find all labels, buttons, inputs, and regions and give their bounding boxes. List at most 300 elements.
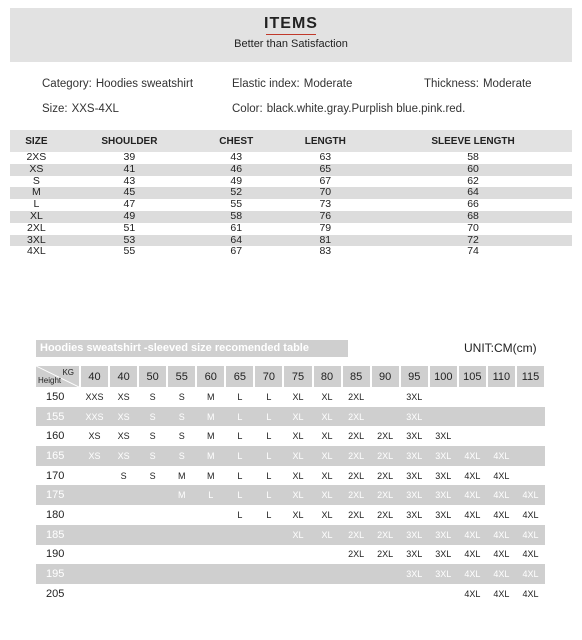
category-info (42, 78, 193, 90)
category-label: Category: (42, 78, 92, 90)
size-cell: 2XL (371, 485, 400, 505)
category-value: Hoodies sweatshirt (95, 78, 194, 90)
size-cell: 3XL (435, 509, 452, 520)
size-cell: 2XL (371, 525, 400, 545)
weight-header: 40 (80, 366, 109, 387)
table-row (36, 446, 545, 466)
table-cell: 43 (123, 174, 136, 187)
size-cell: 2XL (342, 525, 371, 545)
size-cell (516, 466, 545, 486)
height-cell: 165 (36, 446, 80, 466)
size-cell (487, 407, 516, 427)
table-cell: 67 (319, 174, 332, 187)
table-cell: 61 (230, 221, 243, 234)
size-cell: L (266, 391, 272, 402)
size-cell: S (149, 431, 156, 442)
height-cell: 205 (46, 587, 65, 600)
table-row (10, 246, 572, 258)
size-cell: XL (292, 470, 304, 481)
table-row (36, 466, 545, 486)
weight-header: 40 (109, 366, 138, 387)
table-row (10, 223, 572, 235)
size-cell: 3XL (400, 485, 429, 505)
size-chart-body (10, 152, 572, 258)
table-cell: 47 (123, 198, 136, 211)
weight-header: 110 (487, 366, 516, 387)
size-cell (196, 584, 225, 604)
size-cell: M (207, 431, 215, 442)
table-cell: 65 (277, 164, 375, 176)
size-cell: 3XL (400, 564, 429, 584)
table-cell: 41 (63, 164, 196, 176)
size-cell (371, 407, 400, 427)
table-cell: 64 (374, 187, 572, 199)
thickness-value: Moderate (482, 78, 532, 90)
table-cell: 49 (63, 211, 196, 223)
size-cell (371, 387, 400, 407)
size-cell: XL (313, 446, 342, 466)
size-cell: 3XL (406, 470, 423, 481)
weight-header: 85 (342, 366, 371, 387)
table-cell: 49 (230, 174, 243, 187)
table-cell: 51 (123, 221, 136, 234)
size-cell: 2XL (348, 431, 365, 442)
table-cell: 66 (467, 198, 479, 211)
table-row (36, 564, 545, 584)
size-cell (342, 564, 371, 584)
size-cell: L (237, 391, 243, 402)
size-cell: M (196, 446, 225, 466)
size-cell: 3XL (406, 431, 423, 442)
table-cell: 72 (374, 235, 572, 247)
table-cell: 39 (123, 151, 136, 163)
table-cell: 45 (63, 187, 196, 199)
size-cell (458, 387, 487, 407)
size-cell: XS (117, 391, 130, 402)
weight-header: 100 (429, 366, 458, 387)
table-cell: 68 (374, 211, 572, 223)
size-cell: 2XL (377, 431, 394, 442)
size-cell: L (266, 470, 272, 481)
table-cell: 79 (319, 221, 332, 234)
table-row (36, 407, 545, 427)
table-cell: 62 (467, 174, 479, 187)
size-cell: L (237, 470, 243, 481)
color-value: black.white.gray.Purplish blue.pink.red. (266, 103, 466, 115)
size-cell: L (225, 485, 254, 505)
weight-header: 50 (138, 366, 167, 387)
size-cell: 3XL (400, 407, 429, 427)
recommendation-title: Hoodies sweatshirt -sleeved size recomended table (36, 340, 348, 357)
size-cell: 2XL (342, 485, 371, 505)
height-cell: 180 (46, 508, 65, 521)
size-cell: L (266, 431, 272, 442)
size-cell (429, 407, 458, 427)
size-cell: 4XL (458, 446, 487, 466)
table-row (10, 164, 572, 176)
height-cell: 155 (36, 407, 80, 427)
table-cell: 55 (230, 198, 243, 211)
size-cell: S (138, 407, 167, 427)
size-cell (80, 485, 109, 505)
header-banner (10, 8, 572, 62)
size-cell: XL (283, 407, 312, 427)
size-cell (80, 505, 109, 525)
size-cell (138, 525, 167, 545)
recommendation-body (36, 387, 545, 604)
size-chart-header: SHOULDER (63, 130, 196, 152)
size-cell: 4XL (458, 525, 487, 545)
table-row (36, 505, 545, 525)
color-label: Color: (232, 103, 263, 115)
size-cell (342, 584, 371, 604)
size-cell (516, 446, 545, 466)
table-cell: XS (10, 164, 63, 176)
size-cell: 3XL (400, 446, 429, 466)
unit-label: UNIT:CM(cm) (464, 341, 537, 355)
size-cell (283, 584, 312, 604)
table-cell: 81 (277, 235, 375, 247)
size-cell (167, 584, 196, 604)
size-cell: S (149, 470, 156, 481)
size-cell: S (120, 470, 127, 481)
size-cell: XL (292, 391, 304, 402)
color-info (232, 103, 465, 115)
size-cell: S (178, 391, 185, 402)
table-cell: 55 (123, 245, 136, 258)
size-cell: XS (109, 407, 138, 427)
table-row (36, 387, 545, 407)
page-title: ITEMS (264, 15, 318, 32)
size-label: Size: (42, 103, 68, 115)
size-cell: 4XL (458, 485, 487, 505)
size-cell: 4XL (464, 509, 481, 520)
size-cell: XL (313, 525, 342, 545)
size-cell: 2XL (348, 509, 365, 520)
size-cell: 4XL (487, 564, 516, 584)
size-cell: XL (283, 485, 312, 505)
size-cell: 4XL (458, 564, 487, 584)
size-cell (109, 525, 138, 545)
height-cell: 195 (36, 564, 80, 584)
size-cell: 3XL (400, 525, 429, 545)
size-cell (371, 584, 400, 604)
size-cell: M (207, 470, 215, 481)
size-cell (516, 407, 545, 427)
size-cell: 2XL (348, 391, 365, 402)
size-cell (80, 525, 109, 545)
size-cell (109, 485, 138, 505)
size-cell: 4XL (493, 588, 510, 599)
height-cell: 150 (46, 390, 65, 403)
size-cell: XL (292, 509, 304, 520)
size-cell: L (225, 407, 254, 427)
size-cell (138, 545, 167, 565)
size-cell: 4XL (464, 470, 481, 481)
size-cell (138, 584, 167, 604)
size-cell: XL (283, 525, 312, 545)
table-cell: 70 (467, 221, 479, 234)
size-cell: XS (109, 446, 138, 466)
size-cell (138, 564, 167, 584)
size-cell (225, 545, 254, 565)
size-cell (254, 545, 283, 565)
table-cell: 73 (319, 198, 332, 211)
table-cell: XL (10, 211, 63, 223)
table-cell: 58 (196, 211, 276, 223)
size-chart-table (10, 130, 572, 258)
size-cell: XS (80, 446, 109, 466)
size-cell (167, 505, 196, 525)
size-recommendation-table (36, 366, 546, 604)
size-cell (429, 387, 458, 407)
table-row (36, 525, 545, 545)
table-cell: 70 (277, 187, 375, 199)
height-cell: 175 (36, 485, 80, 505)
size-cell: S (167, 407, 196, 427)
size-chart-header: SIZE (10, 130, 63, 152)
size-cell: XL (292, 431, 304, 442)
size-cell: 3XL (406, 509, 423, 520)
corner-cell (36, 366, 80, 387)
size-cell: L (266, 509, 272, 520)
weight-header: 80 (313, 366, 342, 387)
height-cell: 185 (36, 525, 80, 545)
size-cell: M (177, 470, 186, 481)
size-cell (109, 505, 138, 525)
size-cell: 2XL (342, 446, 371, 466)
size-cell (400, 584, 429, 604)
size-chart-header: SLEEVE LENGTH (374, 130, 572, 152)
table-cell: 46 (196, 164, 276, 176)
size-cell: S (149, 391, 156, 402)
table-row (10, 235, 572, 247)
size-cell: L (254, 485, 283, 505)
table-cell: 3XL (10, 235, 63, 247)
size-cell: 4XL (487, 525, 516, 545)
size-cell: 4XL (464, 549, 481, 560)
size-cell: XL (313, 407, 342, 427)
size-cell: 2XL (348, 549, 365, 560)
size-cell: S (178, 431, 185, 442)
weight-header: 60 (196, 366, 225, 387)
size-cell (225, 525, 254, 545)
weight-header: 105 (458, 366, 487, 387)
size-cell (196, 525, 225, 545)
size-cell (196, 564, 225, 584)
weight-header: 70 (254, 366, 283, 387)
size-cell: 4XL (516, 564, 545, 584)
size-cell: XL (321, 391, 333, 402)
size-cell: L (254, 407, 283, 427)
size-cell (313, 584, 342, 604)
table-cell: 52 (196, 187, 276, 199)
size-cell: 2XL (377, 549, 394, 560)
size-cell: 4XL (487, 446, 516, 466)
table-row (10, 187, 572, 199)
size-cell (516, 387, 545, 407)
size-cell: XS (117, 431, 130, 442)
size-cell (167, 525, 196, 545)
height-cell: 160 (46, 430, 65, 443)
table-row (36, 545, 545, 565)
size-cell (516, 426, 545, 446)
size-cell (283, 545, 312, 565)
size-chart-header-row (10, 130, 572, 152)
size-cell (80, 584, 109, 604)
size-cell: XXS (80, 407, 109, 427)
size-cell: 3XL (406, 549, 423, 560)
size-cell (138, 485, 167, 505)
table-cell: L (33, 198, 40, 211)
size-cell (225, 564, 254, 584)
size-cell: 4XL (493, 509, 510, 520)
table-cell: 76 (277, 211, 375, 223)
table-cell: 83 (319, 245, 332, 258)
size-cell: 2XL (377, 509, 394, 520)
size-cell: 4XL (522, 509, 539, 520)
size-chart-header: LENGTH (277, 130, 375, 152)
weight-header-row (36, 366, 545, 387)
weight-header: 90 (371, 366, 400, 387)
size-cell (429, 584, 458, 604)
size-cell: 3XL (435, 431, 452, 442)
size-cell: S (167, 446, 196, 466)
size-cell (167, 564, 196, 584)
page-subtitle: Better than Satisfaction (234, 38, 348, 50)
size-cell: 2XL (348, 470, 365, 481)
size-cell (458, 407, 487, 427)
size-cell (109, 564, 138, 584)
table-cell: M (10, 187, 63, 199)
size-cell: L (225, 446, 254, 466)
size-cell: 2XL (377, 470, 394, 481)
size-chart-header: CHEST (196, 130, 276, 152)
thickness-info (424, 78, 532, 90)
size-cell: M (207, 391, 215, 402)
table-cell: 58 (467, 151, 479, 163)
size-cell: 4XL (522, 549, 539, 560)
weight-header: 65 (225, 366, 254, 387)
size-cell (196, 505, 225, 525)
size-cell: L (196, 485, 225, 505)
table-cell: 2XL (27, 221, 46, 234)
elastic-label: Elastic index: (232, 78, 300, 90)
size-cell (458, 426, 487, 446)
elastic-value: Moderate (303, 78, 353, 90)
size-cell (225, 584, 254, 604)
size-cell (487, 387, 516, 407)
size-cell (80, 564, 109, 584)
size-cell: 3XL (406, 391, 423, 402)
size-cell (371, 564, 400, 584)
table-row (36, 485, 545, 505)
size-cell: 4XL (493, 549, 510, 560)
size-range-info (42, 103, 119, 115)
table-cell: 4XL (27, 245, 46, 258)
height-cell: 190 (46, 548, 65, 561)
table-cell: S (32, 174, 40, 187)
size-cell (283, 564, 312, 584)
size-cell: 3XL (435, 549, 452, 560)
table-cell: 2XS (26, 151, 47, 163)
table-row (10, 152, 572, 164)
size-cell: S (138, 446, 167, 466)
height-label: Height (38, 376, 62, 385)
size-cell: L (254, 446, 283, 466)
size-cell: 2XL (342, 407, 371, 427)
thickness-label: Thickness: (424, 78, 479, 90)
size-cell: M (196, 407, 225, 427)
size-cell (80, 545, 109, 565)
size-cell: XL (283, 446, 312, 466)
table-row (36, 584, 545, 604)
size-cell (109, 584, 138, 604)
table-cell: 64 (196, 235, 276, 247)
size-cell: XL (313, 485, 342, 505)
height-cell: 170 (46, 469, 65, 482)
table-cell: 53 (63, 235, 196, 247)
size-cell (80, 466, 109, 486)
size-cell (313, 545, 342, 565)
size-cell: 4XL (516, 525, 545, 545)
size-cell: XL (321, 431, 333, 442)
size-cell: 3XL (429, 485, 458, 505)
size-cell (254, 564, 283, 584)
size-cell: 3XL (435, 470, 452, 481)
table-cell: 60 (374, 164, 572, 176)
elastic-info (232, 78, 352, 90)
size-cell: 4XL (493, 470, 510, 481)
size-cell: 3XL (429, 446, 458, 466)
weight-header: 75 (283, 366, 312, 387)
table-cell: 74 (467, 245, 479, 258)
size-cell: L (237, 509, 243, 520)
size-cell: XS (88, 431, 101, 442)
size-cell: XL (321, 509, 333, 520)
size-cell: 4XL (522, 588, 539, 599)
size-cell: XL (321, 470, 333, 481)
weight-header: 115 (516, 366, 545, 387)
table-row (10, 176, 572, 188)
size-cell: 3XL (429, 564, 458, 584)
size-cell: L (237, 431, 243, 442)
table-row (36, 426, 545, 446)
table-cell: 63 (319, 151, 332, 163)
size-cell: M (167, 485, 196, 505)
size-cell (138, 505, 167, 525)
weight-header: 95 (400, 366, 429, 387)
size-cell: 4XL (464, 588, 481, 599)
table-cell: 43 (230, 151, 243, 163)
size-cell (254, 525, 283, 545)
size-cell (109, 545, 138, 565)
title-underline (266, 34, 316, 35)
size-cell (167, 545, 196, 565)
size-value: XXS-4XL (71, 103, 119, 115)
size-cell: 4XL (516, 485, 545, 505)
size-cell: XXS (85, 391, 104, 402)
size-cell (313, 564, 342, 584)
table-cell: 67 (230, 245, 243, 258)
kg-label: KG (62, 368, 74, 377)
size-cell (254, 584, 283, 604)
size-cell: 2XL (371, 446, 400, 466)
size-cell: 4XL (487, 485, 516, 505)
table-row (10, 211, 572, 223)
table-row (10, 199, 572, 211)
size-cell: 3XL (429, 525, 458, 545)
